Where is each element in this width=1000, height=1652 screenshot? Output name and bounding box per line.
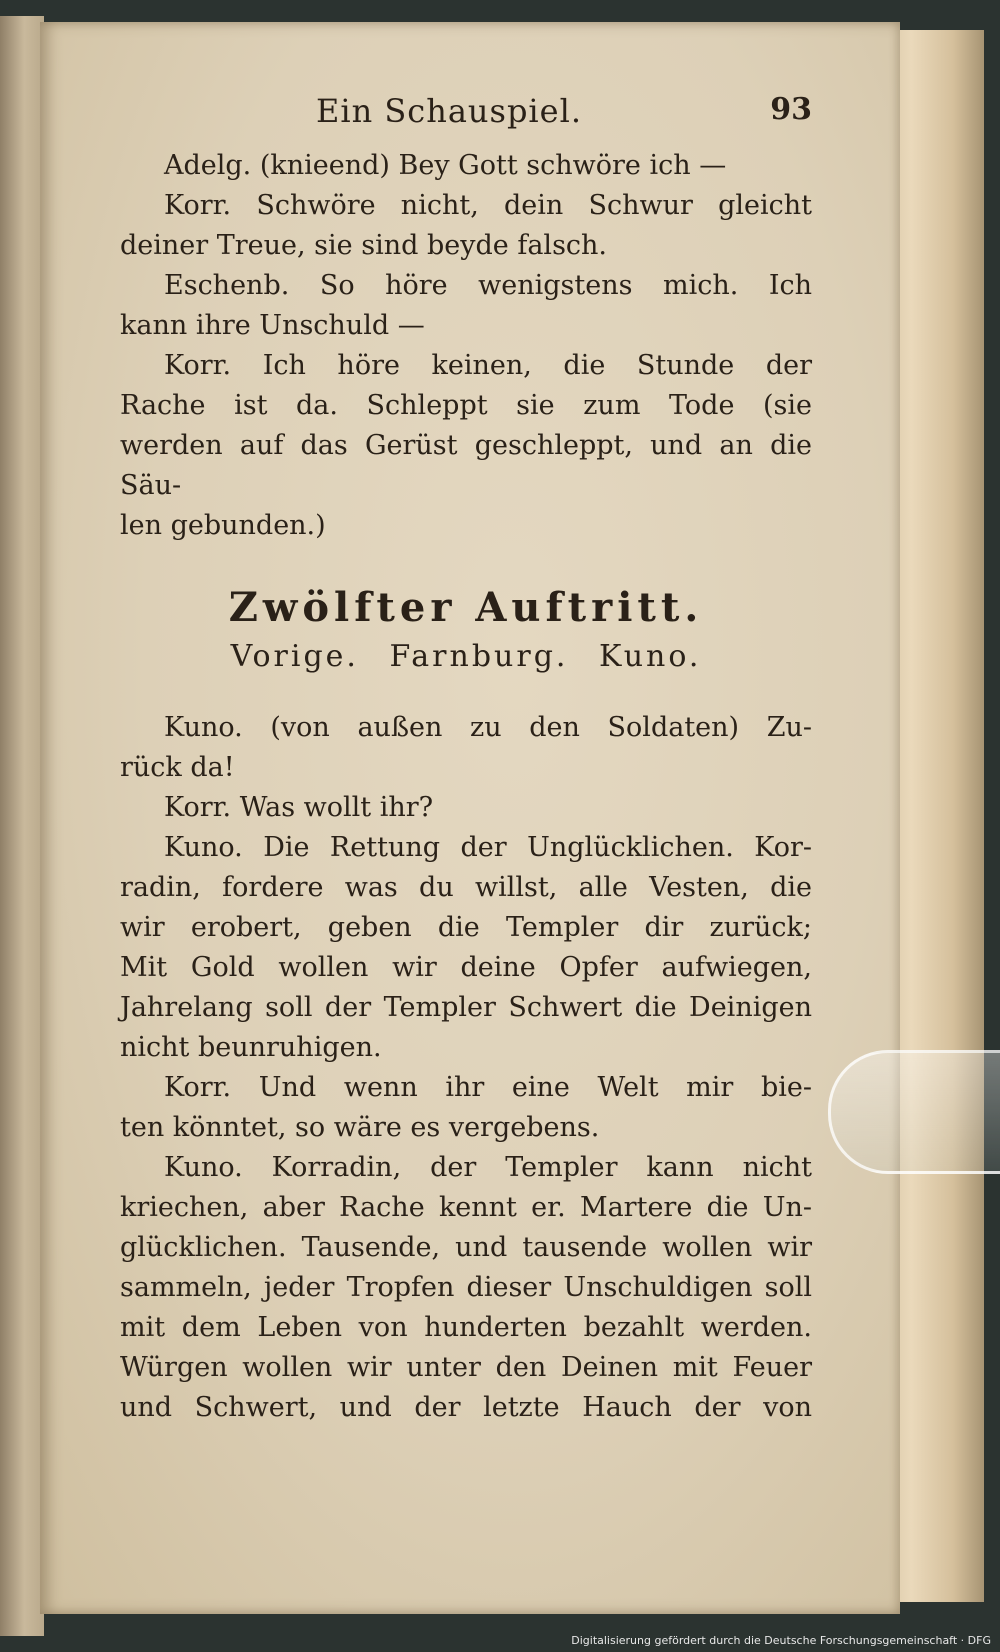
text-line: Korr. Was wollt ihr? xyxy=(164,792,434,823)
text-line: wir erobert, geben die Templer dir zurück; xyxy=(120,912,812,943)
speech xyxy=(120,1068,812,1148)
text-line: Würgen wollen wir unter den Deinen mit Feuer xyxy=(120,1352,812,1383)
text-line: deiner Treue, sie sind beyde falsch. xyxy=(120,230,608,261)
text-line: Korr. Ich höre keinen, die Stunde der xyxy=(164,350,812,381)
dialogue-section-bottom xyxy=(120,708,812,1428)
speech xyxy=(120,828,812,1068)
digitization-credit: Digitalisierung gefördert durch die Deutsche Forschungsgemeinschaft · DFG xyxy=(568,1633,994,1648)
text-line: Kuno. Die Rettung der Unglücklichen. Kor- xyxy=(164,832,812,863)
paper-clip xyxy=(828,1050,1000,1174)
text-line: Adelg. (knieend) Bey Gott schwöre ich — xyxy=(164,150,727,181)
speech xyxy=(120,346,812,546)
text-line: glücklichen. Tausende, und tausende wollen wir xyxy=(120,1232,812,1263)
text-line: Mit Gold wollen wir deine Opfer aufwiegen, xyxy=(120,952,812,983)
text-line: Korr. Schwöre nicht, dein Schwur gleicht xyxy=(164,190,812,221)
speech xyxy=(120,186,812,266)
text-line: rück da! xyxy=(120,752,235,783)
speech xyxy=(120,1148,812,1428)
running-title: Ein Schauspiel. xyxy=(316,92,582,130)
text-line: kann ihre Unschuld — xyxy=(120,310,425,341)
text-line: und Schwert, und der letzte Hauch der von xyxy=(120,1392,812,1423)
facing-page-edge xyxy=(0,16,44,1636)
text-line: Kuno. (von außen zu den Soldaten) Zu- xyxy=(164,712,812,743)
speech xyxy=(120,266,812,346)
text-line: len gebunden.) xyxy=(120,510,326,541)
text-line: Kuno. Korradin, der Templer kann nicht xyxy=(164,1152,812,1183)
text-line: Rache ist da. Schleppt sie zum Tode (sie xyxy=(120,390,812,421)
text-line: radin, fordere was du willst, alle Vesten, die xyxy=(120,872,812,903)
text-line: mit dem Leben von hunderten bezahlt werden. xyxy=(120,1312,812,1343)
page-header xyxy=(120,92,812,146)
speech xyxy=(120,788,812,828)
text-line: nicht beunruhigen. xyxy=(120,1032,382,1063)
text-line: werden auf das Gerüst geschleppt, und an die Säu- xyxy=(120,430,812,501)
speech xyxy=(120,146,812,186)
scene-title: Zwölfter Auftritt. xyxy=(228,584,704,631)
scene-persons: Vorige. Farnburg. Kuno. xyxy=(230,639,702,674)
dialogue-section-top xyxy=(120,146,812,546)
text-line: sammeln, jeder Tropfen dieser Unschuldigen soll xyxy=(120,1272,812,1303)
text-line: kriechen, aber Rache kennt er. Martere die Un- xyxy=(120,1192,812,1223)
text-line: Korr. Und wenn ihr eine Welt mir bie- xyxy=(164,1072,812,1103)
speech xyxy=(120,708,812,788)
text-line: Eschenb. So höre wenigstens mich. Ich xyxy=(164,270,812,301)
text-line: Jahrelang soll der Templer Schwert die Deinigen xyxy=(120,992,812,1023)
page-number: 93 xyxy=(770,92,812,127)
text-line: ten könntet, so wäre es vergebens. xyxy=(120,1112,600,1143)
page-text xyxy=(120,92,812,1428)
